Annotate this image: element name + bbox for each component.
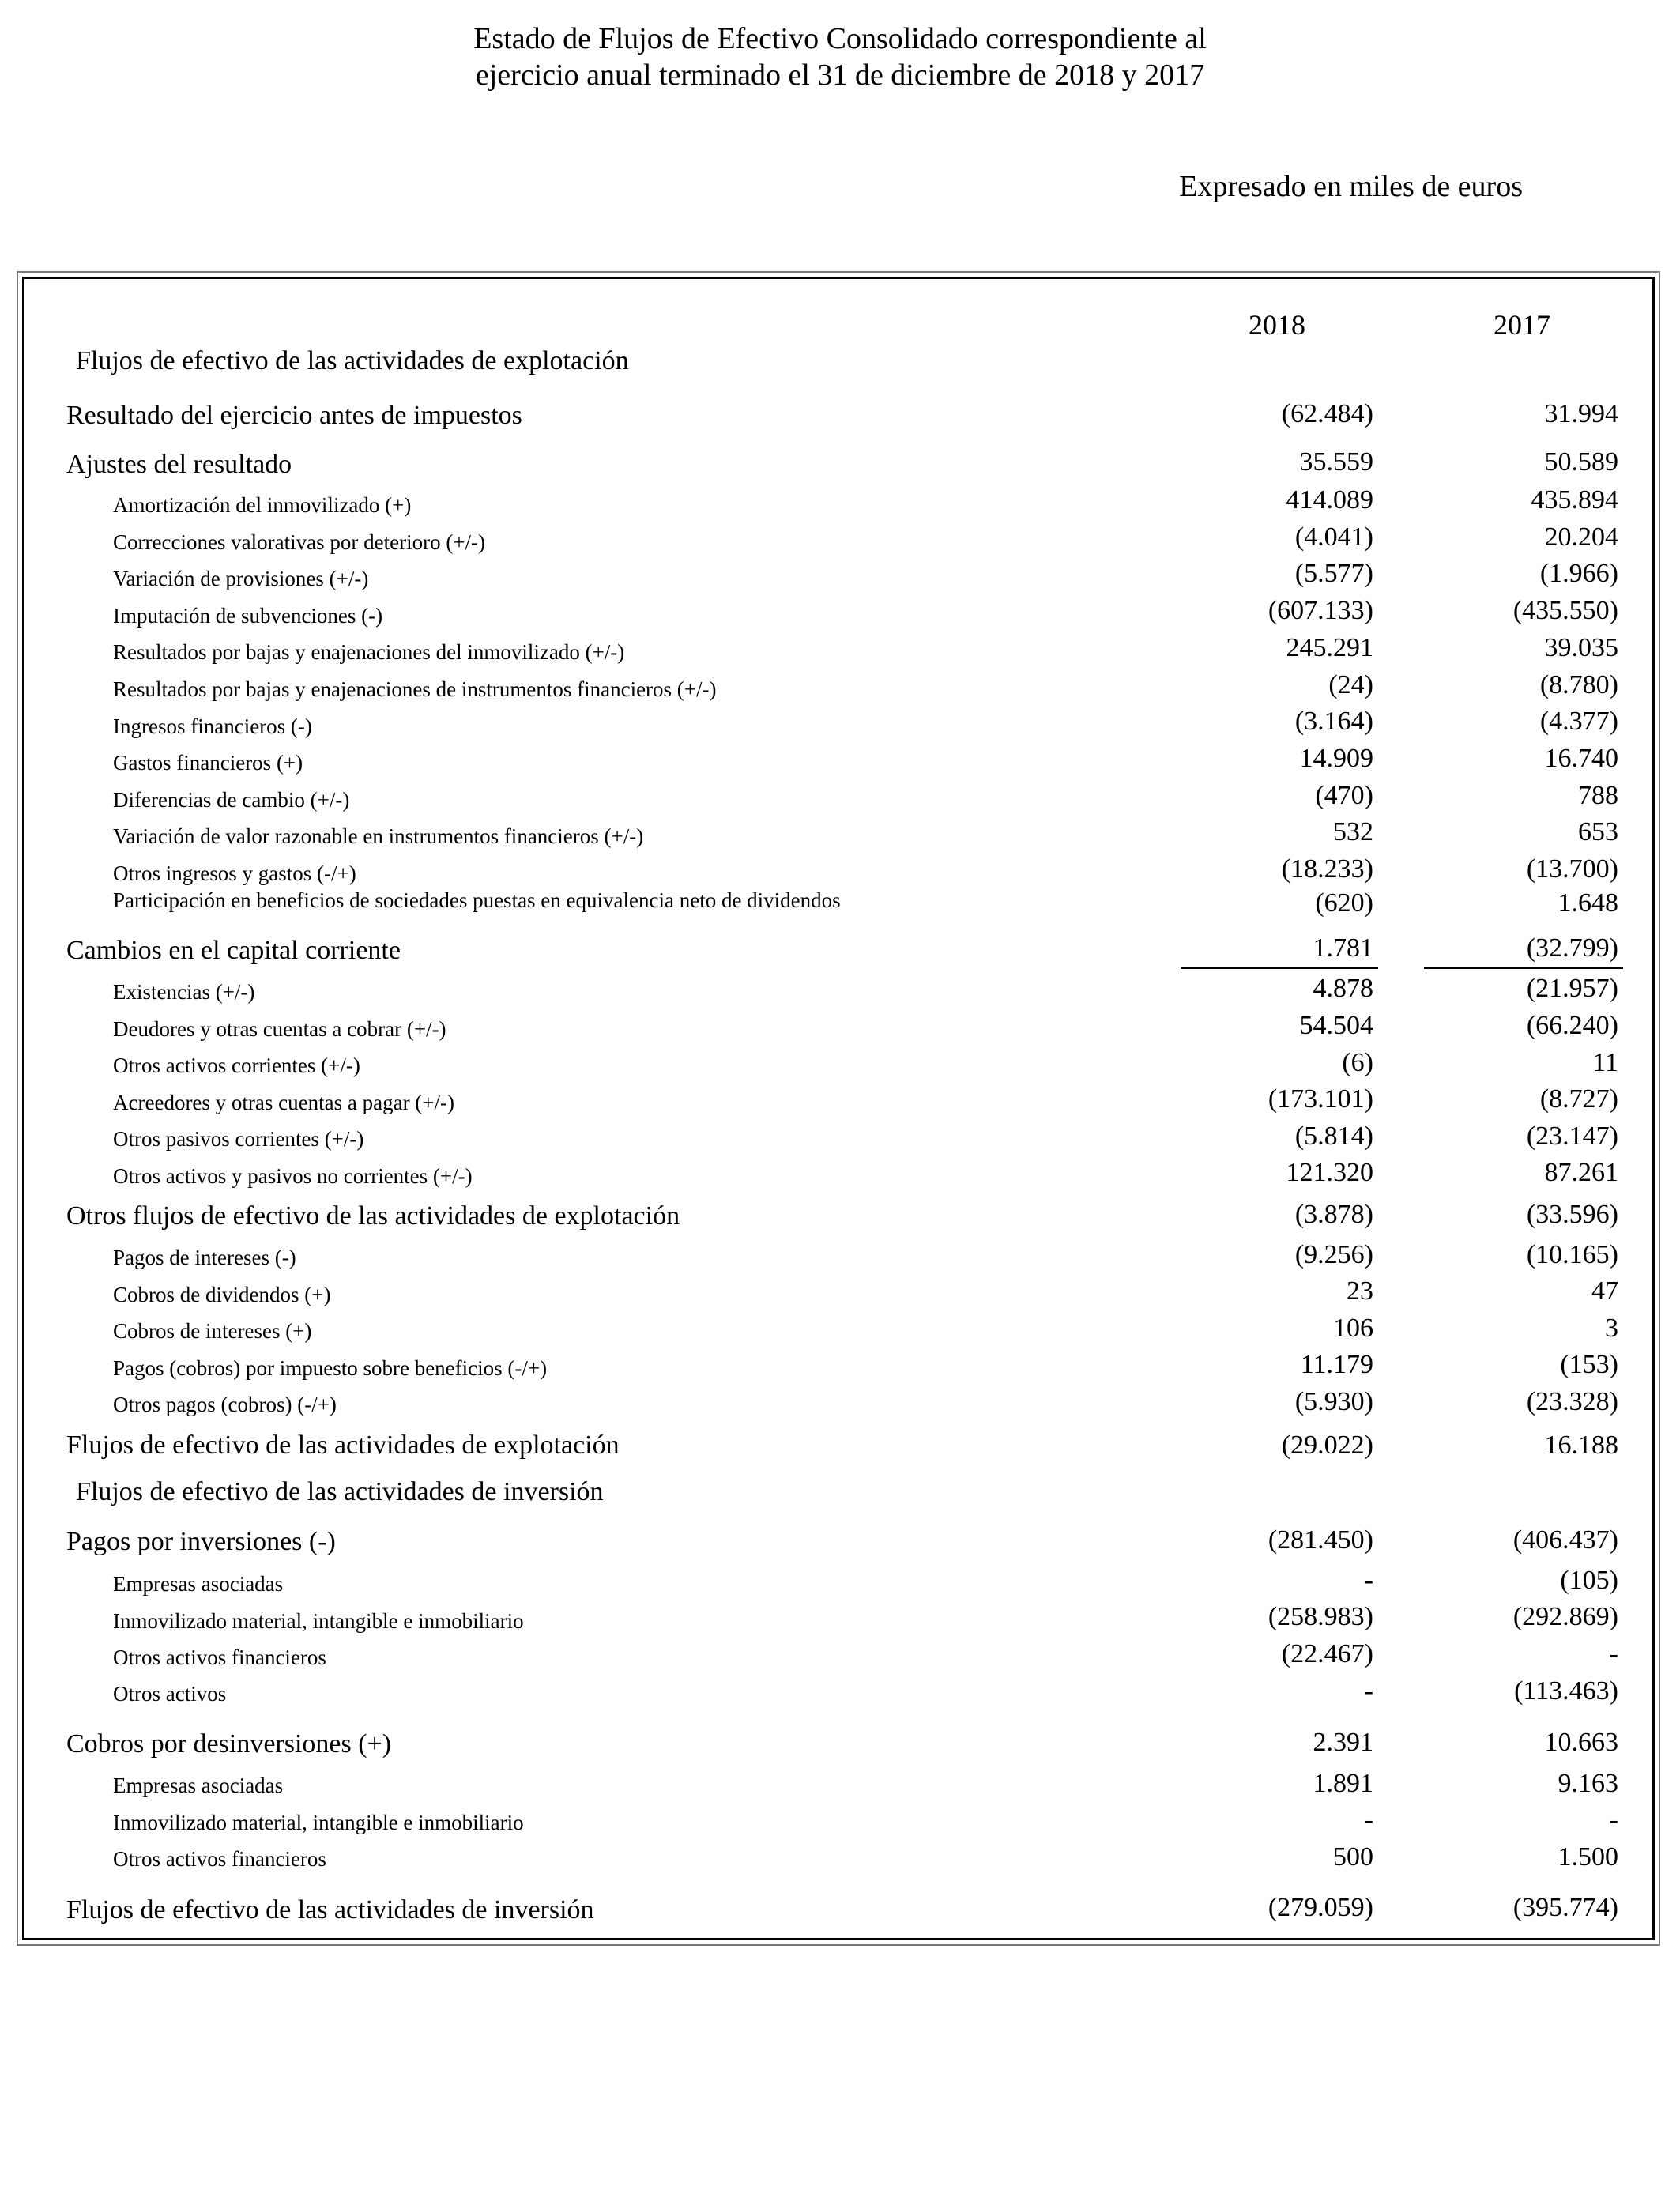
value-2018: -: [1364, 1805, 1373, 1834]
value-2018: (620): [1315, 888, 1373, 918]
row-item-label: Pagos (cobros) por impuesto sobre beneficios (-/+): [113, 1356, 548, 1380]
value-2017: (66.240): [1526, 1011, 1618, 1040]
value-2017: (10.165): [1526, 1240, 1618, 1269]
row-item-label: Ingresos financieros (-): [113, 714, 312, 738]
value-2017: (32.799): [1526, 933, 1618, 963]
value-2018: (5.814): [1294, 1122, 1373, 1151]
value-2018: (22.467): [1281, 1639, 1373, 1668]
row-item-label: Otros pagos (cobros) (-/+): [113, 1393, 337, 1416]
section-title: Flujos de efectivo de las actividades de inversión: [76, 1477, 604, 1506]
row-item-label: Resultados por bajas y enajenaciones de instrumentos financieros (+/-): [113, 677, 717, 701]
value-2017: (23.328): [1526, 1387, 1618, 1416]
value-2018: (173.101): [1268, 1084, 1373, 1114]
row-heading-label: Otros flujos de efectivo de las actividades de explotación: [66, 1201, 680, 1231]
row-item-label: Otros activos financieros: [113, 1646, 326, 1669]
row-item-label: Empresas asociadas: [113, 1572, 284, 1596]
column-header-2018: 2018: [1249, 309, 1305, 341]
value-2017: (1.966): [1539, 559, 1618, 588]
row-item-label: Correcciones valorativas por deterioro (+/-): [113, 530, 486, 554]
value-2017: 1.500: [1558, 1842, 1618, 1872]
value-2017: 9.163: [1558, 1769, 1618, 1798]
row-item-label: Resultados por bajas y enajenaciones del inmovilizado (+/-): [113, 640, 625, 664]
value-2018: (279.059): [1268, 1893, 1373, 1922]
row-item-label: Inmovilizado material, intangible e inmobiliario: [113, 1811, 524, 1834]
value-2017: (406.437): [1512, 1525, 1618, 1555]
value-2017: (435.550): [1512, 596, 1618, 625]
value-2017: 87.261: [1544, 1158, 1618, 1187]
value-2017: -: [1609, 1805, 1618, 1834]
row-item-label: Cobros de intereses (+): [113, 1319, 312, 1343]
value-2017: 39.035: [1544, 633, 1618, 662]
value-2018: 532: [1333, 817, 1373, 846]
value-2017: (153): [1560, 1350, 1618, 1379]
row-item-label: Acreedores y otras cuentas a pagar (+/-): [113, 1091, 455, 1114]
row-item-label: Imputación de subvenciones (-): [113, 604, 383, 628]
value-2017: 435.894: [1531, 485, 1618, 515]
value-2018: (607.133): [1268, 596, 1373, 625]
value-2017: 16.188: [1544, 1431, 1618, 1460]
value-2018: 23: [1347, 1276, 1373, 1306]
row-heading-label: Flujos de efectivo de las actividades de explotación: [66, 1431, 620, 1460]
row-item-label: Cobros de dividendos (+): [113, 1283, 331, 1306]
value-2018: 106: [1333, 1314, 1373, 1343]
value-2017: 20.204: [1544, 522, 1618, 552]
row-item-label: Pagos de intereses (-): [113, 1246, 296, 1269]
row-item-label: Otros activos corrientes (+/-): [113, 1054, 360, 1077]
value-2018: (5.577): [1294, 559, 1373, 588]
row-item-label: Otros activos y pasivos no corrientes (+/-): [113, 1164, 473, 1188]
document-title: [0, 21, 1680, 93]
section-title: Flujos de efectivo de las actividades de explotación: [76, 346, 629, 375]
value-2018: 2.391: [1313, 1728, 1373, 1757]
value-2018: (470): [1315, 781, 1373, 810]
value-2017: (113.463): [1514, 1676, 1618, 1706]
row-heading-label: Ajustes del resultado: [66, 450, 292, 479]
value-2017: 50.589: [1544, 447, 1618, 477]
value-2017: (395.774): [1512, 1893, 1618, 1922]
row-item-label: Otros activos financieros: [113, 1847, 326, 1871]
value-2017: (292.869): [1512, 1602, 1618, 1631]
value-2017: 47: [1591, 1276, 1618, 1306]
value-2018: (258.983): [1268, 1602, 1373, 1631]
value-2018: 1.781: [1313, 933, 1373, 963]
value-2018: (62.484): [1281, 399, 1373, 428]
value-2017: (8.780): [1539, 670, 1618, 699]
value-2018: (3.878): [1294, 1200, 1373, 1229]
value-2018: 54.504: [1299, 1011, 1373, 1040]
value-2018: 14.909: [1299, 744, 1373, 773]
value-2018: 414.089: [1286, 485, 1373, 515]
row-item-label: Otros ingresos y gastos (-/+): [113, 861, 356, 885]
row-heading-label: Flujos de efectivo de las actividades de inversión: [66, 1895, 594, 1924]
row-item-label: Otros activos: [113, 1682, 227, 1706]
value-2017: (21.957): [1526, 974, 1618, 1003]
value-2017: 10.663: [1544, 1728, 1618, 1757]
value-2017: 16.740: [1544, 744, 1618, 773]
value-2018: 1.891: [1313, 1769, 1373, 1798]
row-heading-label: Resultado del ejercicio antes de impuestos: [66, 401, 522, 430]
value-2018: (29.022): [1281, 1431, 1373, 1460]
value-2017: 31.994: [1544, 399, 1618, 428]
value-2018: 11.179: [1300, 1350, 1373, 1379]
value-2017: (4.377): [1539, 707, 1618, 736]
row-item-label: Variación de valor razonable en instrumentos financieros (+/-): [113, 824, 644, 848]
row-item-label: Gastos financieros (+): [113, 751, 303, 775]
value-2018: (6): [1342, 1048, 1373, 1077]
value-2018: (281.450): [1268, 1525, 1373, 1555]
value-2018: 4.878: [1313, 974, 1373, 1003]
value-2018: (3.164): [1294, 707, 1373, 736]
value-2017: 788: [1578, 781, 1618, 810]
value-2018: (4.041): [1294, 522, 1373, 552]
row-item-label: Inmovilizado material, intangible e inmobiliario: [113, 1609, 524, 1633]
row-heading-label: Cambios en el capital corriente: [66, 936, 401, 965]
value-2018: -: [1364, 1676, 1373, 1706]
value-2017: 11: [1592, 1048, 1618, 1077]
value-2017: (23.147): [1526, 1122, 1618, 1151]
value-2018: (24): [1328, 670, 1373, 699]
value-2017: -: [1609, 1639, 1618, 1668]
subtotal-rule-2017: [1424, 967, 1623, 969]
row-item-label: Empresas asociadas: [113, 1774, 284, 1797]
row-item-label: Participación en beneficios de sociedades puestas en equivalencia neto de dividendos: [113, 888, 841, 912]
title-line-2: ejercicio anual terminado el 31 de diciembre de 2018 y 2017: [475, 58, 1205, 92]
value-2018: (18.233): [1281, 854, 1373, 884]
value-2017: (105): [1560, 1566, 1618, 1595]
value-2018: 245.291: [1286, 633, 1373, 662]
value-2018: 500: [1333, 1842, 1373, 1872]
row-item-label: Existencias (+/-): [113, 980, 255, 1004]
value-2018: (9.256): [1294, 1240, 1373, 1269]
row-heading-label: Cobros por desinversiones (+): [66, 1729, 392, 1759]
row-item-label: Diferencias de cambio (+/-): [113, 788, 350, 812]
value-2018: 35.559: [1299, 447, 1373, 477]
column-header-2017: 2017: [1494, 309, 1550, 341]
row-heading-label: Pagos por inversiones (-): [66, 1527, 336, 1556]
subtotal-rule-2018: [1181, 967, 1378, 969]
value-2017: (13.700): [1526, 854, 1618, 884]
value-2017: (33.596): [1526, 1200, 1618, 1229]
value-2017: 1.648: [1558, 888, 1618, 918]
row-item-label: Variación de provisiones (+/-): [113, 567, 369, 590]
value-2017: 3: [1605, 1314, 1618, 1343]
units-note: Expresado en miles de euros: [1179, 170, 1523, 203]
row-item-label: Deudores y otras cuentas a cobrar (+/-): [113, 1017, 446, 1041]
value-2018: -: [1364, 1566, 1373, 1595]
title-line-1: Estado de Flujos de Efectivo Consolidado correspondiente al: [473, 22, 1207, 55]
value-2017: 653: [1578, 817, 1618, 846]
value-2017: (8.727): [1539, 1084, 1618, 1114]
row-item-label: Otros pasivos corrientes (+/-): [113, 1127, 364, 1151]
row-item-label: Amortización del inmovilizado (+): [113, 493, 412, 517]
value-2018: (5.930): [1294, 1387, 1373, 1416]
value-2018: 121.320: [1286, 1158, 1373, 1187]
